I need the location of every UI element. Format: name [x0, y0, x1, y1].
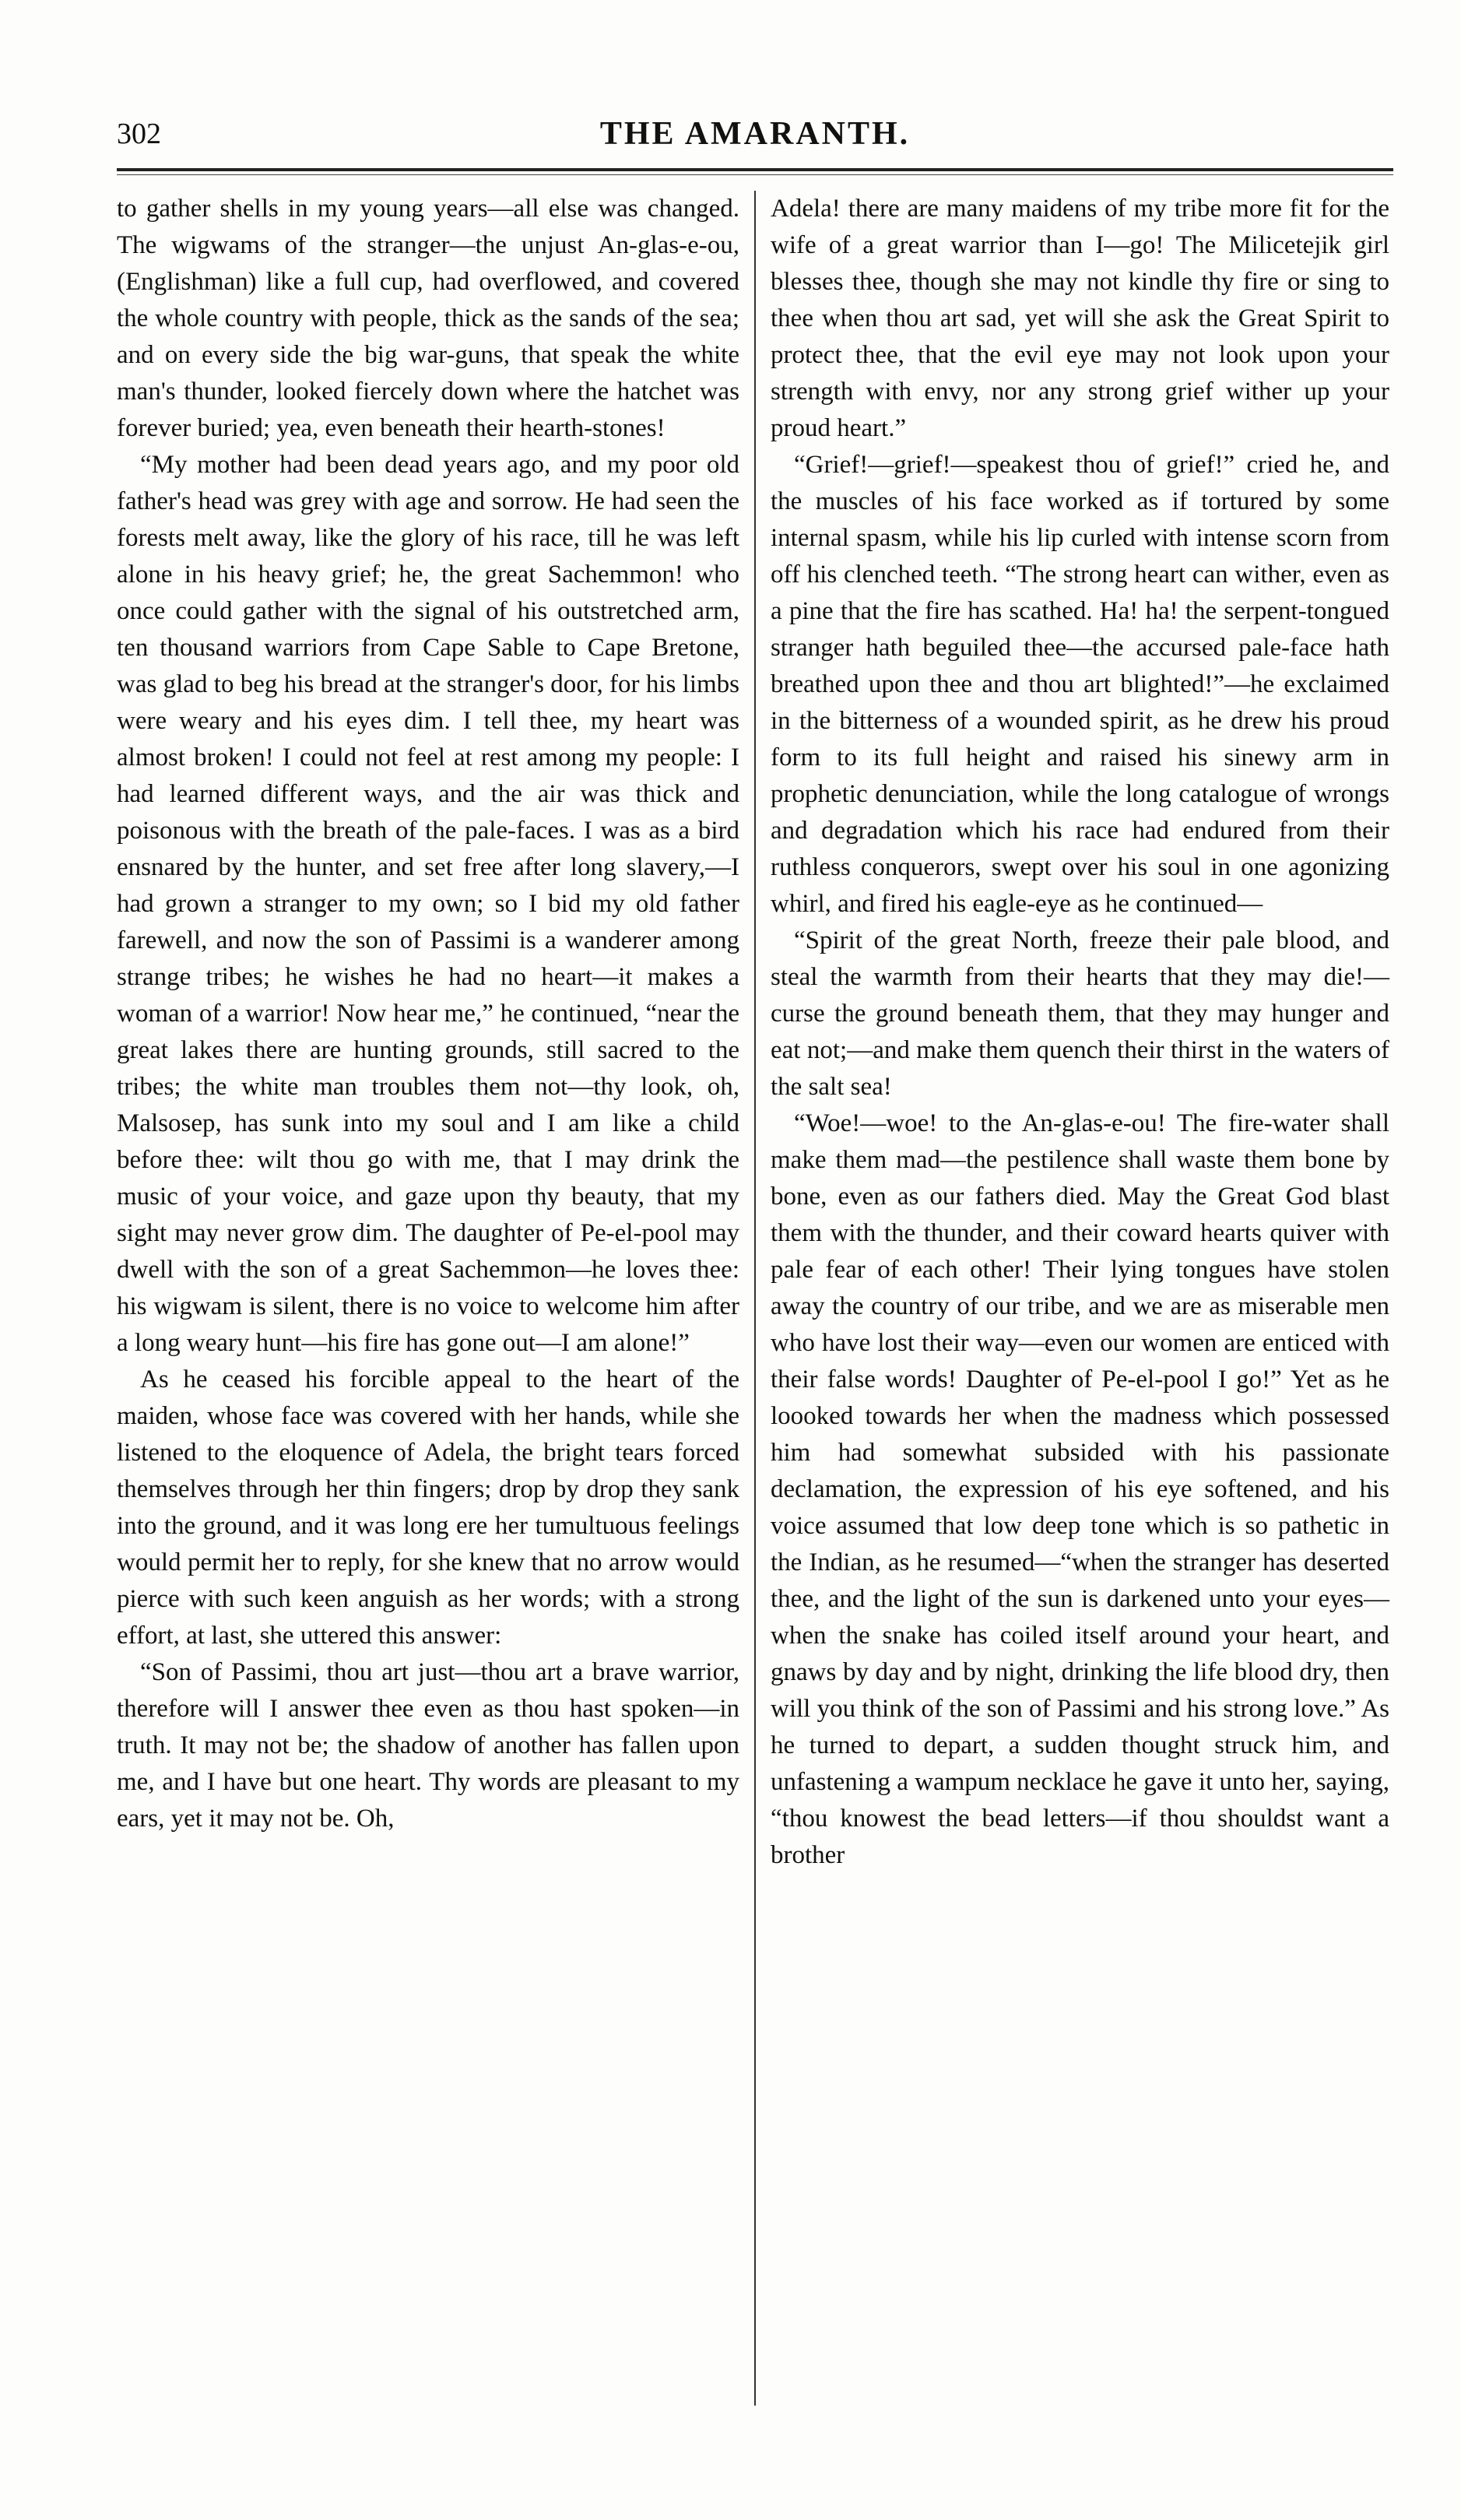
paragraph: “Spirit of the great North, freeze their pale blood, and steal the warmth from their hearts that they may die!—curse the ground beneath them, that they may hunger and eat not;—and make them quench their thirst in the waters of the salt sea! [771, 926, 1389, 1101]
page-number: 302 [117, 118, 161, 150]
paragraph: “Son of Passimi, thou art just—thou art a brave warrior, therefore will I answer thee even as thou hast spoken—in truth. It may not be; the shadow of another has fallen upon me, and I have but one heart. Thy words are pleasant to my ears, yet it may not be. Oh, [117, 1658, 739, 1833]
paragraph: “Woe!—woe! to the An-glas-e-ou! The fire-water shall make them mad—the pestilence shall waste them bone by bone, even as our fathers died. May the Great God blast them with the thunder, and their coward hearts quiver with pale fear of each other! Their lying tongues have stolen away the country of our tribe, and we are as miserable men who have lost their way—even our women are enticed with their false words! Daughter of Pe-el-pool I go!” Yet as he loooked towards her when the madness which possessed him had somewhat subsided with his passionate declamation, the expression of his eye softened, and his voice assumed that low deep tone which is so pathetic in the Indian, as he resumed—“when the stranger has deserted thee, and the light of the sun is darkened unto your eyes—when the snake has coiled itself around your heart, and gnaws by day and by night, drinking the life blood dry, then will you think of the son of Passimi and his strong love.” As he turned to depart, a sudden thought struck him, and unfastening a wampum necklace he gave it unto her, saying, “thou knowest the bead letters—if thou shouldst want a brother [771, 1109, 1389, 1869]
running-title: THE AMARANTH. [599, 116, 911, 152]
right-column [771, 191, 1389, 1874]
paragraph: Adela! there are many maidens of my tribe more fit for the wife of a great warrior than I—go! The Milicetejik girl blesses thee, though she may not kindle thy fire or sing to thee when thou art sad, yet will she ask the Great Spirit to protect thee, that the evil eye may not look upon your strength with envy, nor any strong grief wither up your proud heart.” [771, 195, 1389, 442]
paragraph: As he ceased his forcible appeal to the heart of the maiden, whose face was covered with her hands, while she listened to the eloquence of Adela, the bright tears forced themselves through her thin fingers; drop by drop they sank into the ground, and it was long ere her tumultuous feelings would permit her to reply, for she knew that no arrow would pierce with such keen anguish as her words; with a strong effort, at last, she uttered this answer: [117, 1365, 739, 1650]
paragraph: “Grief!—grief!—speakest thou of grief!” cried he, and the muscles of his face worked as if tortured by some internal spasm, while his lip curled with intense scorn from off his clenched teeth. “The strong heart can wither, even as a pine that the fire has scathed. Ha! ha! the serpent-tongued stranger hath beguiled thee—the accursed pale-face hath breathed upon thee and thou art blighted!”—he exclaimed in the bitterness of a wounded spirit, as he drew his proud form to its full height and raised his sinewy arm in prophetic denunciation, while the long catalogue of wrongs and degradation which his race had endured from their ruthless conquerors, swept over his soul in one agonizing whirl, and fired his eagle-eye as he continued— [771, 451, 1389, 918]
paragraph: “My mother had been dead years ago, and my poor old father's head was grey with age and sorrow. He had seen the forests melt away, like the glory of his race, till he was left alone in his heavy grief; he, the great Sachemmon! who once could gather with the signal of his outstretched arm, ten thousand warriors from Cape Sable to Cape Bretone, was glad to beg his bread at the stranger's door, for his limbs were weary and his eyes dim. I tell thee, my heart was almost broken! I could not feel at rest among my people: I had learned different ways, and the air was thick and poisonous with the breath of the pale-faces. I was as a bird ensnared by the hunter, and set free after long slavery,—I had grown a stranger to my own; so I bid my old father farewell, and now the son of Passimi is a wanderer among strange tribes; he wishes he had no heart—it makes a woman of a warrior! Now hear me,” he continued, “near the great lakes there are hunting grounds, still sacred to the tribes; the white man troubles them not—thy look, oh, Malsosep, has sunk into my soul and I am like a child before thee: wilt thou go with me, that I may drink the music of your voice, and gaze upon thy beauty, that my sight may never grow dim. The daughter of Pe-el-pool may dwell with the son of a great Sachemmon—he loves thee: his wigwam is silent, there is no voice to welcome him after a long weary hunt—his fire has gone out—I am alone!” [117, 451, 739, 1357]
header-rule [117, 168, 1393, 171]
page-header [117, 117, 1393, 163]
column-divider [754, 191, 756, 2406]
header-rule-thin [117, 174, 1393, 175]
left-column [117, 191, 739, 1837]
paragraph: to gather shells in my young years—all else was changed. The wigwams of the stranger—the unjust An-glas-e-ou, (Englishman) like a full cup, had overflowed, and covered the whole country with people, thick as the sands of the sea; and on every side the big war-guns, that speak the white man's thunder, looked fiercely down where the hatchet was forever buried; yea, even beneath their hearth-stones! [117, 195, 739, 442]
